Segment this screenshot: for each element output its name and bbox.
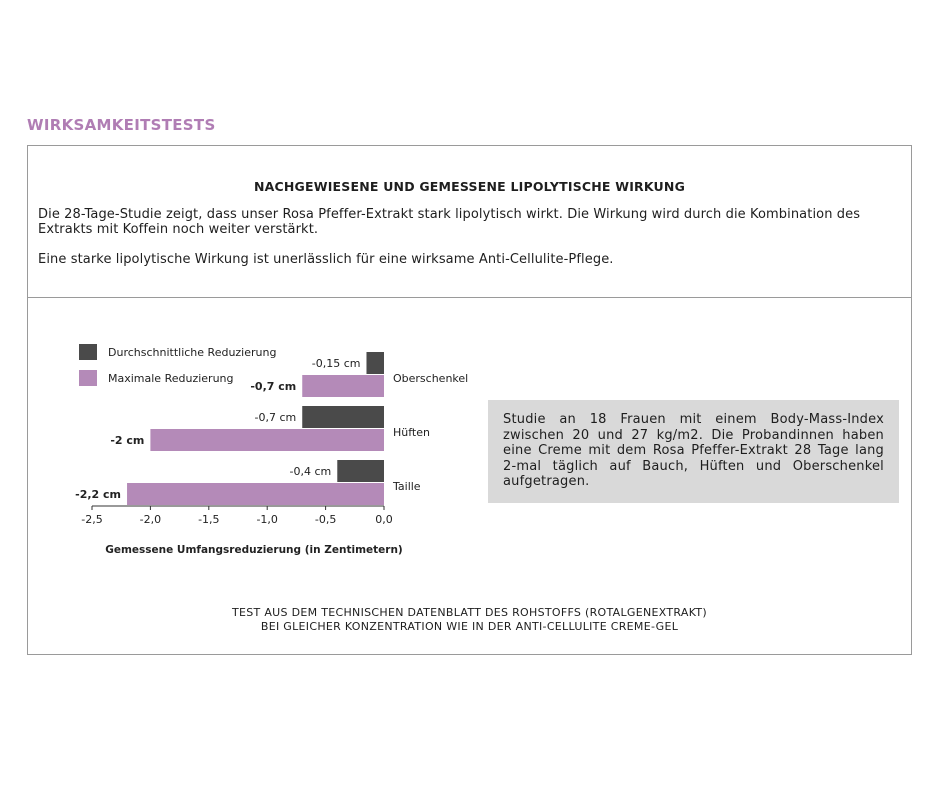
x-tick-label-6: 0,0	[375, 513, 393, 526]
bar-2-1	[302, 375, 384, 397]
intro-title: NACHGEWIESENE UND GEMESSENE LIPOLYTISCHE WIRKUNG	[253, 179, 686, 194]
section-title: WIRKSAMKEITSTESTS	[27, 116, 216, 134]
data-label-2-1: -0,7 cm	[250, 380, 297, 393]
footnote-line-2: BEI GLEICHER KONZENTRATION WIE IN DER ANTI-CELLULITE CREME-GEL	[260, 620, 679, 633]
legend-swatch-2	[79, 370, 97, 386]
legend-label-1: Durchschnittliche Reduzierung	[108, 346, 277, 359]
x-tick-label-4: -1,0	[256, 513, 278, 526]
category-label-2: Hüften	[393, 426, 430, 439]
bar-2-2	[150, 429, 384, 451]
x-tick-label-3: -1,5	[198, 513, 220, 526]
category-label-3: Taille	[393, 480, 421, 493]
intro-paragraph-1: Die 28-Tage-Studie zeigt, dass unser Rosa Pfeffer-Extrakt stark lipolytisch wirkt. Die Wirkung wird durch die Kombination des Extrakts mit Koffein noch weiter verstärkt.	[38, 207, 861, 237]
bar-2-3	[127, 483, 384, 505]
data-label-1-2: -0,7 cm	[254, 411, 297, 424]
bar-1-2	[302, 406, 384, 428]
data-label-2-3: -2,2 cm	[75, 488, 122, 501]
study-note: Studie an 18 Frauen mit einem Body-Mass-Index zwischen 20 und 27 kg/m2. Die Probandinnen haben eine Creme mit dem Rosa Pfeffer-Extrakt 28 Tage lang 2-mal täglich auf Bauch, Hüften und Oberschenkel aufgetragen.	[488, 400, 899, 503]
data-label-2-2: -2 cm	[110, 434, 145, 447]
data-label-1-1: -0,15 cm	[311, 357, 361, 370]
footnote	[28, 606, 911, 634]
bar-1-1	[366, 352, 384, 374]
x-axis-title: Gemessene Umfangsreduzierung (in Zentimetern)	[105, 544, 403, 556]
legend-label-2: Maximale Reduzierung	[108, 372, 234, 385]
bar-1-3	[337, 460, 384, 482]
x-tick-label-1: -2,5	[81, 513, 103, 526]
intro-paragraph-2: Eine starke lipolytische Wirkung ist unerlässlich für eine wirksame Anti-Cellulite-Pflege.	[38, 252, 614, 267]
data-label-1-3: -0,4 cm	[289, 465, 332, 478]
footnote-line-1: TEST AUS DEM TECHNISCHEN DATENBLATT DES ROHSTOFFS (ROTALGENEXTRAKT)	[231, 606, 707, 619]
legend-swatch-1	[79, 344, 97, 360]
x-tick-label-2: -2,0	[139, 513, 162, 526]
x-tick-label-5: -0,5	[314, 513, 337, 526]
efficacy-panel	[27, 145, 912, 655]
category-label-1: Oberschenkel	[393, 372, 469, 385]
